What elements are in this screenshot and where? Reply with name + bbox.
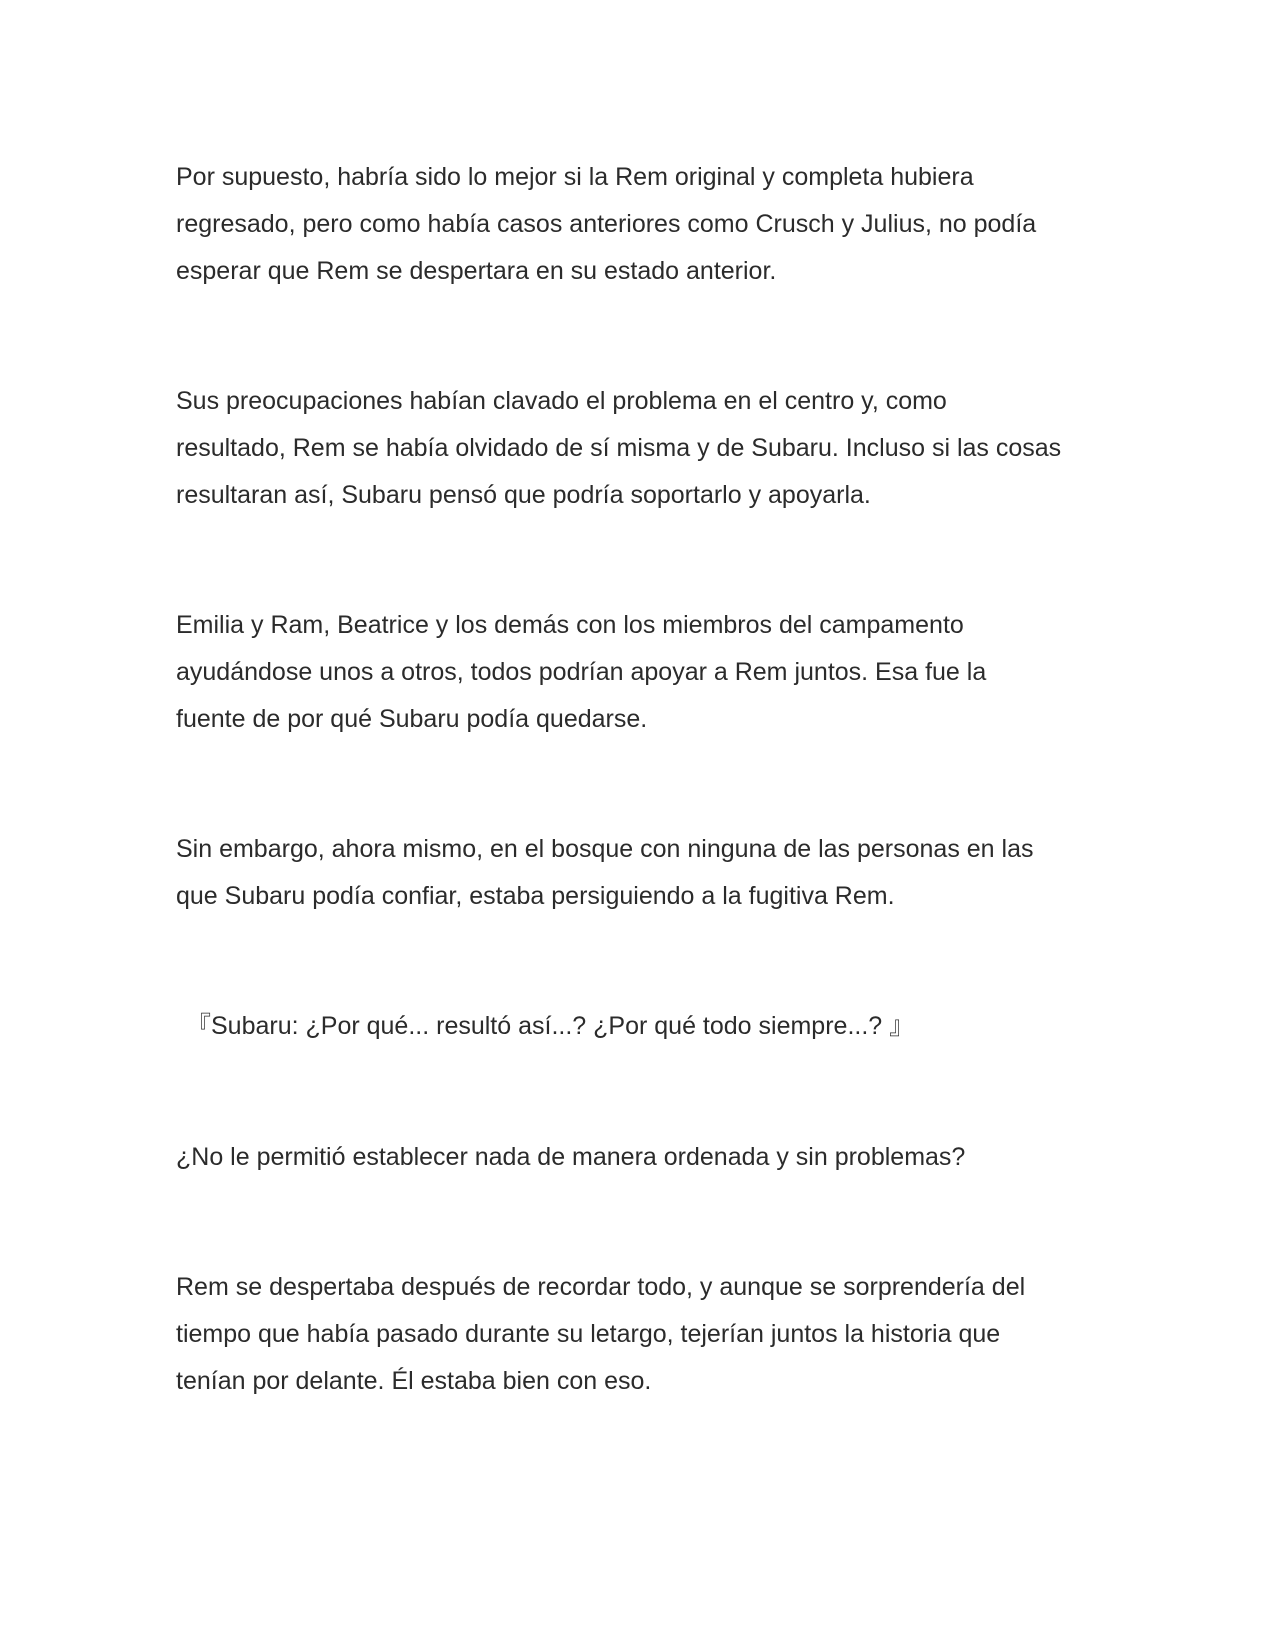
text-line: fuente de por qué Subaru podía quedarse.	[176, 705, 648, 733]
text-line: 『Subaru: ¿Por qué... resultó así...? ¿Por qué todo siempre...? 』	[186, 1012, 915, 1040]
paragraph	[176, 602, 1116, 743]
dialogue-paragraph	[186, 1003, 1126, 1050]
text-line: esperar que Rem se despertara en su estado anterior.	[176, 257, 777, 285]
text-line: ¿No le permitió establecer nada de manera ordenada y sin problemas?	[176, 1143, 966, 1171]
text-line: resultado, Rem se había olvidado de sí misma y de Subaru. Incluso si las cosas	[176, 434, 1062, 462]
text-line: que Subaru podía confiar, estaba persiguiendo a la fugitiva Rem.	[176, 882, 895, 910]
text-line: Sin embargo, ahora mismo, en el bosque con ninguna de las personas en las	[176, 835, 1034, 863]
text-line: Emilia y Ram, Beatrice y los demás con los miembros del campamento	[176, 611, 964, 639]
paragraph	[176, 1134, 1116, 1181]
paragraph	[176, 154, 1116, 295]
paragraph	[176, 1264, 1116, 1405]
text-line: tenían por delante. Él estaba bien con eso.	[176, 1367, 652, 1395]
text-line: resultaran así, Subaru pensó que podría soportarlo y apoyarla.	[176, 481, 871, 509]
text-line: Por supuesto, habría sido lo mejor si la Rem original y completa hubiera	[176, 163, 974, 191]
paragraph	[176, 826, 1116, 920]
text-line: Sus preocupaciones habían clavado el problema en el centro y, como	[176, 387, 947, 415]
text-line: Rem se despertaba después de recordar todo, y aunque se sorprendería del	[176, 1273, 1026, 1301]
text-line: ayudándose unos a otros, todos podrían apoyar a Rem juntos. Esa fue la	[176, 658, 987, 686]
text-line: tiempo que había pasado durante su letargo, tejerían juntos la historia que	[176, 1320, 1001, 1348]
text-line: regresado, pero como había casos anteriores como Crusch y Julius, no podía	[176, 210, 1037, 238]
paragraph	[176, 378, 1116, 519]
